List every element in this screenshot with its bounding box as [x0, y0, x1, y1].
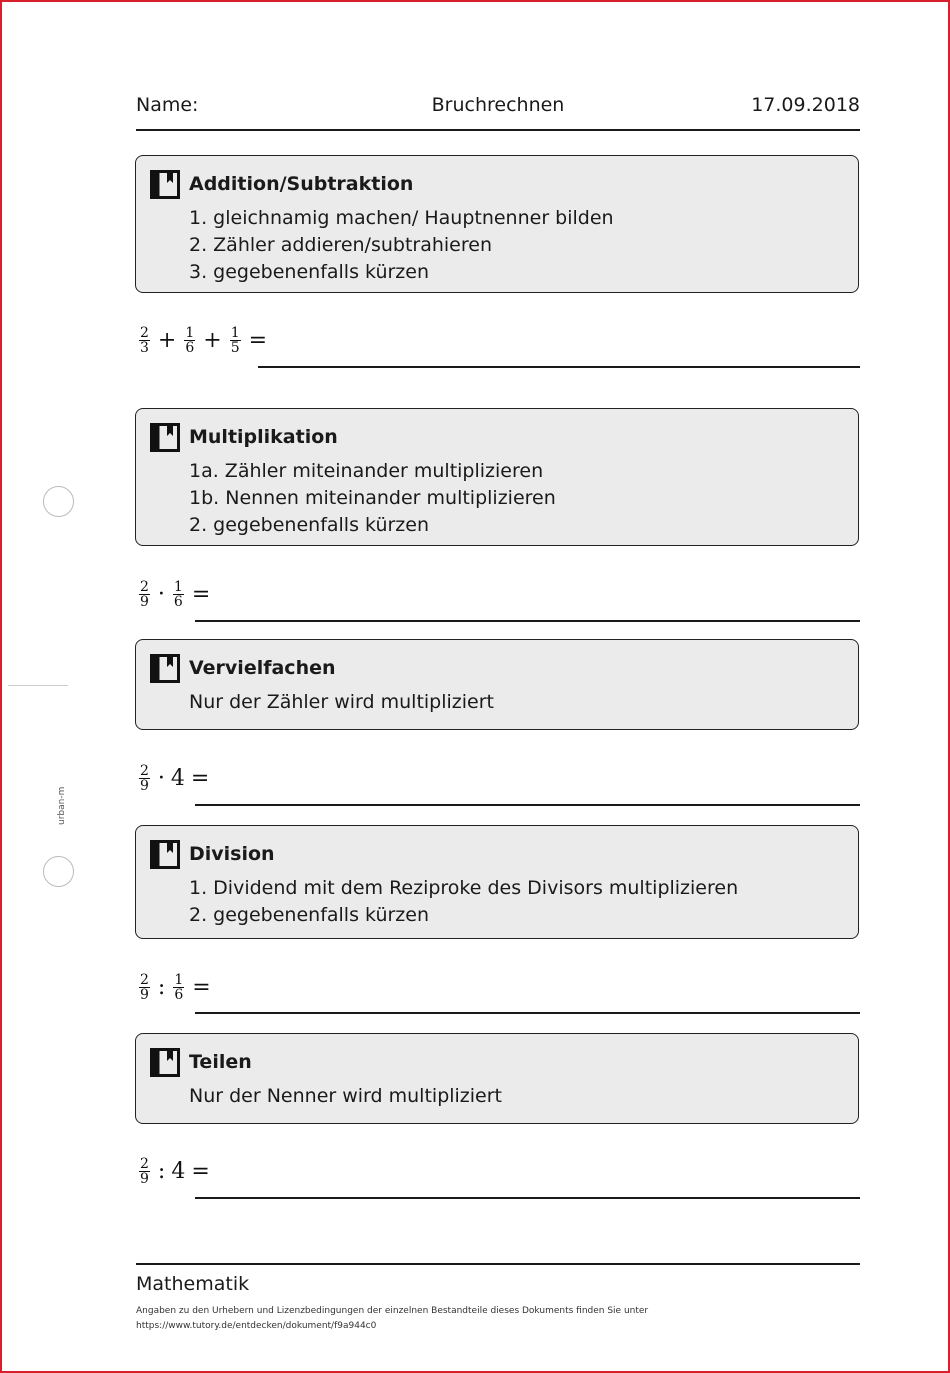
equals-sign: = [191, 581, 211, 607]
punch-hole [43, 856, 74, 887]
header-divider [136, 129, 860, 131]
rule-steps [189, 1083, 502, 1110]
rule-title: Teilen [189, 1051, 252, 1073]
fraction: $\frac{1}{6}$ [173, 578, 183, 610]
rule-box-addition [135, 155, 859, 293]
exercise-multiplication [137, 577, 216, 611]
operator: · [157, 581, 165, 607]
integer: 4 [170, 765, 185, 791]
book-marker-icon [150, 169, 180, 199]
rule-box-scaling [135, 639, 859, 730]
fraction: $\frac{2}{9}$ [140, 578, 149, 610]
punch-hole [43, 486, 74, 517]
operator: : [157, 974, 166, 1000]
answer-line[interactable] [195, 1197, 860, 1199]
exercise-dividing [137, 1154, 216, 1188]
rule-step: 1a. Zähler miteinander multiplizieren [189, 460, 544, 482]
operator: : [157, 1158, 166, 1184]
credits-line: Angaben zu den Urhebern und Lizenzbedingungen der einzelnen Bestandteile dieses Dokuments finden Sie unter [136, 1306, 649, 1316]
footer-divider [136, 1263, 860, 1265]
answer-line[interactable] [258, 366, 860, 368]
name-label: Name: [136, 94, 199, 116]
rule-step: 1. gleichnamig machen/ Hauptnenner bilden [189, 207, 614, 229]
fraction: $\frac{1}{6}$ [174, 971, 184, 1003]
book-marker-icon [150, 422, 180, 452]
fraction: $\frac{2}{9}$ [140, 762, 149, 794]
equals-sign: = [191, 1158, 210, 1184]
fraction: $\frac{1}{5}$ [230, 324, 240, 356]
operator: + [203, 327, 222, 353]
book-marker-icon [150, 1047, 180, 1077]
rule-step: 2. gegebenenfalls kürzen [189, 514, 429, 536]
fraction: $\frac{2}{9}$ [140, 1155, 149, 1187]
rule-steps [189, 875, 738, 929]
rule-step: Nur der Nenner wird multipliziert [189, 1085, 503, 1107]
answer-line[interactable] [195, 804, 860, 806]
fraction: $\frac{2}{9}$ [140, 971, 149, 1003]
rule-steps [189, 458, 556, 539]
exercise-addition [137, 323, 273, 357]
credits-link[interactable]: https://www.tutory.de/entdecken/dokument/f9a944c0 [136, 1321, 377, 1331]
worksheet-header [136, 94, 860, 118]
rule-step: 3. gegebenenfalls kürzen [189, 261, 429, 283]
rule-step: 2. gegebenenfalls kürzen [189, 904, 429, 926]
rule-step: 1b. Nennen miteinander multiplizieren [189, 487, 556, 509]
subject-label: Mathematik [136, 1273, 250, 1295]
rule-box-multiplication [135, 408, 859, 546]
equals-sign: = [248, 327, 268, 353]
rule-title: Division [189, 843, 275, 865]
answer-line[interactable] [195, 1012, 860, 1014]
side-brand-text: urban-m [57, 786, 67, 825]
rule-step: Nur der Zähler wird multipliziert [189, 691, 495, 713]
fold-mark [8, 685, 68, 686]
credits-text [136, 1304, 648, 1334]
worksheet-date: 17.09.2018 [751, 94, 860, 116]
operator: · [157, 765, 165, 791]
book-marker-icon [150, 653, 180, 683]
fraction: $\frac{1}{6}$ [185, 324, 195, 356]
operator: + [157, 327, 177, 353]
rule-title: Multiplikation [189, 426, 338, 448]
rule-title: Vervielfachen [189, 657, 336, 679]
exercise-scaling [137, 761, 215, 795]
rule-step: 2. Zähler addieren/subtrahieren [189, 234, 492, 256]
rule-step: 1. Dividend mit dem Reziproke des Divisors multiplizieren [189, 877, 739, 899]
worksheet-title: Bruchrechnen [431, 94, 565, 116]
book-marker-icon [150, 839, 180, 869]
integer: 4 [171, 1158, 186, 1184]
rule-box-division [135, 825, 859, 939]
answer-line[interactable] [195, 620, 860, 622]
rule-title: Addition/Subtraktion [189, 173, 414, 195]
exercise-division [137, 970, 217, 1004]
rule-steps [189, 689, 494, 716]
equals-sign: = [192, 974, 211, 1000]
equals-sign: = [190, 765, 210, 791]
rule-steps [189, 205, 614, 286]
rule-box-dividing [135, 1033, 859, 1124]
fraction: $\frac{2}{3}$ [140, 324, 149, 356]
